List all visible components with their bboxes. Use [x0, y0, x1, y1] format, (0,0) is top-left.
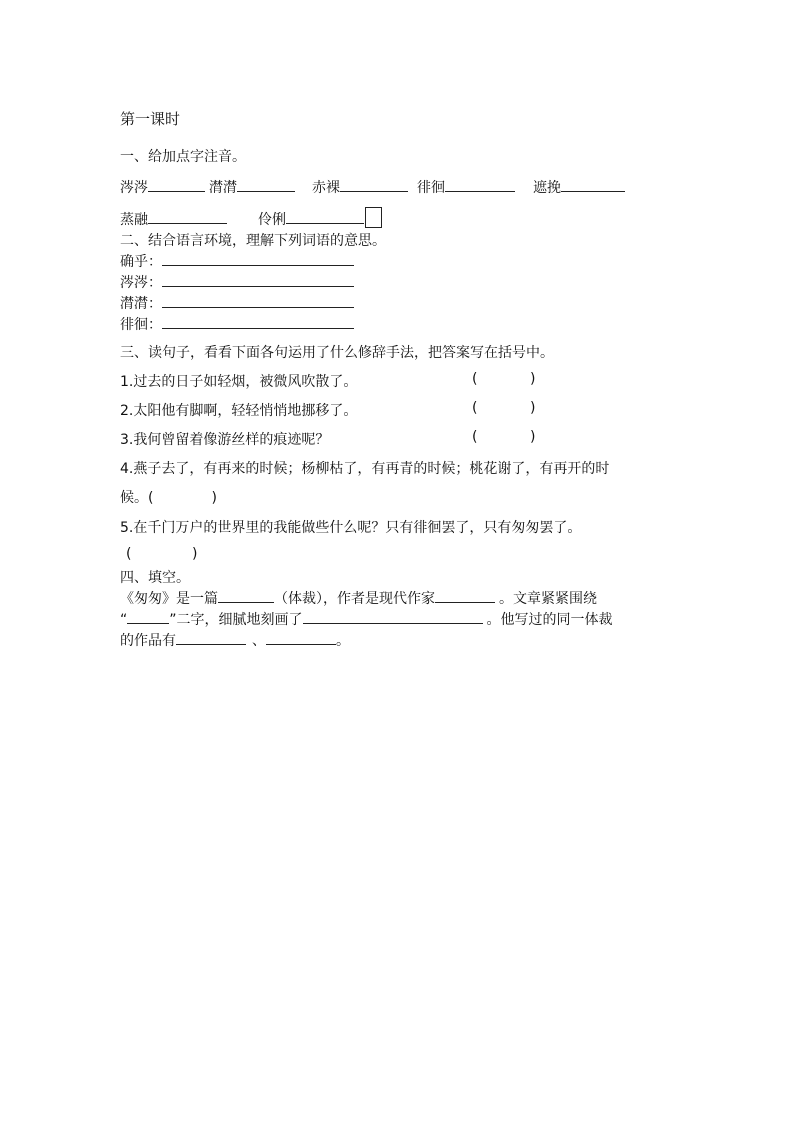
- answer-paren-close: ): [530, 400, 536, 416]
- answer-line[interactable]: [162, 315, 354, 329]
- term-label: 潸潸：: [120, 296, 162, 312]
- question-1: 1.过去的日子如轻烟，被微风吹散了。: [120, 374, 358, 390]
- section2-item: [120, 293, 354, 313]
- fill-text: 《匆匆》是一篇: [120, 591, 218, 607]
- section1-row1: [120, 177, 625, 197]
- section1-row2: [120, 207, 382, 229]
- section3-heading: 三、读句子，看看下面各句运用了什么修辞手法，把答案写在括号中。: [120, 345, 554, 361]
- work-blank[interactable]: [266, 630, 336, 645]
- fill-text: 。: [336, 633, 350, 649]
- answer-paren-close: ): [530, 371, 536, 387]
- author-blank[interactable]: [435, 588, 495, 603]
- term-label: 徘徊：: [120, 317, 162, 333]
- fill-text: 的作品有: [120, 633, 176, 649]
- fill-text: 、: [252, 633, 266, 649]
- answer-blank[interactable]: [340, 177, 408, 192]
- question-4-line1: 4.燕子去了，有再来的时候；杨柳枯了，有再青的时候；桃花谢了，有再开的时: [120, 461, 610, 477]
- word-lingli: 伶俐: [258, 212, 286, 228]
- answer-paren-open: (: [126, 546, 132, 562]
- question-2: 2.太阳他有脚啊，轻轻悄悄地挪移了。: [120, 403, 358, 419]
- answer-blank[interactable]: [286, 209, 364, 224]
- work-blank[interactable]: [176, 630, 246, 645]
- answer-paren-close: ): [530, 429, 536, 445]
- term-label: 确乎：: [120, 254, 162, 270]
- section2-item: [120, 251, 354, 271]
- answer-line[interactable]: [162, 273, 354, 287]
- answer-line[interactable]: [162, 252, 354, 266]
- section4-heading: 四、填空。: [120, 570, 190, 586]
- fill-text: “: [120, 612, 128, 628]
- word-cencen: 涔涔: [120, 180, 148, 196]
- answer-paren-open: (: [472, 400, 478, 416]
- word-zhewan: 遮挽: [533, 180, 561, 196]
- question-5-line1: 5.在千门万户的世界里的我能做些什么呢？只有徘徊罢了，只有匆匆罢了。: [120, 520, 582, 536]
- answer-paren-open: (: [148, 490, 154, 506]
- fill-text: ”二字，细腻地刻画了: [169, 612, 303, 628]
- word-shanshan: 潸潸: [209, 180, 237, 196]
- answer-line[interactable]: [162, 294, 354, 308]
- genre-blank[interactable]: [218, 588, 274, 603]
- page-title: 第一课时: [120, 110, 181, 128]
- answer-blank[interactable]: [148, 209, 227, 224]
- description-blank[interactable]: [303, 609, 483, 624]
- fill-line-3: [120, 630, 350, 650]
- answer-blank[interactable]: [561, 177, 625, 192]
- section2-item: [120, 314, 354, 334]
- answer-paren-close: ): [211, 490, 217, 506]
- section1-heading: 一、给加点字注音。: [120, 149, 246, 165]
- fill-text: 。他写过的同一体裁: [486, 612, 613, 628]
- fill-line-1: [120, 588, 597, 608]
- fill-text: 。文章紧紧围绕: [499, 591, 597, 607]
- answer-paren-open: (: [472, 371, 478, 387]
- answer-paren-open: (: [472, 429, 478, 445]
- term-label: 涔涔：: [120, 275, 162, 291]
- keyword-blank[interactable]: [127, 609, 169, 624]
- answer-blank[interactable]: [148, 177, 205, 192]
- section2-item: [120, 272, 354, 292]
- answer-blank[interactable]: [445, 177, 515, 192]
- fill-line-2: [120, 609, 613, 629]
- word-paihuai: 徘徊: [417, 180, 445, 196]
- question-3: 3.我何曾留着像游丝样的痕迹呢？: [120, 432, 330, 448]
- answer-blank[interactable]: [237, 177, 295, 192]
- question-4-line2: [120, 487, 217, 507]
- box-mark: [365, 207, 382, 228]
- word-chiluo: 赤裸: [312, 180, 340, 196]
- question-4-tail: 候。: [120, 490, 148, 506]
- section2-heading: 二、结合语言环境，理解下列词语的意思。: [120, 233, 386, 249]
- word-zhengrong: 蒸融: [120, 212, 148, 228]
- fill-text: （体裁），作者是现代作家: [274, 591, 435, 607]
- answer-paren-close: ): [192, 546, 198, 562]
